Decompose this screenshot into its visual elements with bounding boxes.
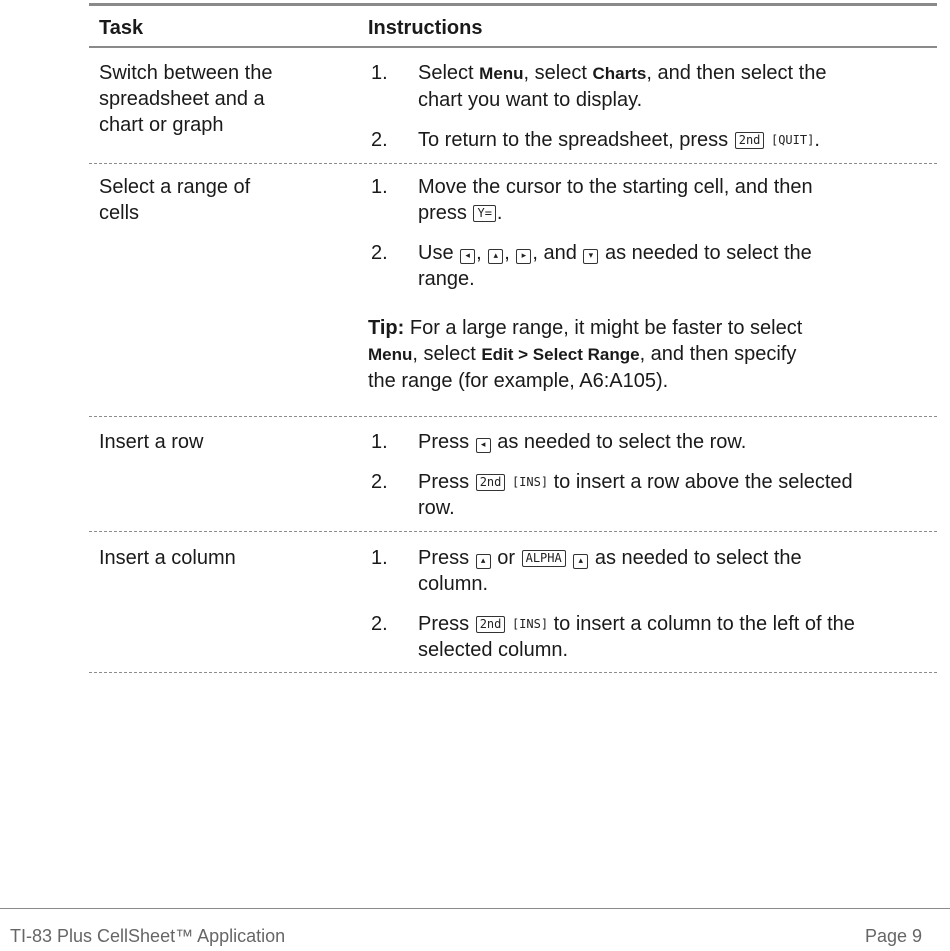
instructions-table (89, 3, 937, 673)
table-header (89, 6, 937, 48)
right-arrow-icon: ▸ (516, 249, 531, 264)
left-arrow-icon: ◂ (460, 249, 475, 264)
task-cell: Select a range of cells (99, 176, 251, 224)
key-2nd-icon: 2nd (476, 616, 506, 633)
header-instructions: Instructions (368, 17, 483, 39)
table-row: Insert a column 1. Press ▴ or ALPHA ▴ as needed to select the column. 2. Press 2nd [INS] to insert a column to the left of the selected column. (89, 532, 937, 673)
up-arrow-icon: ▴ (488, 249, 503, 264)
left-arrow-icon: ◂ (476, 438, 491, 453)
down-arrow-icon: ▾ (583, 249, 598, 264)
task-cell: Switch between the spreadsheet and a chart or graph (99, 62, 273, 136)
key-y-equals-icon: Y= (473, 205, 495, 222)
table-row: Select a range of cells 1. Move the cursor to the starting cell, and then press Y= . 2. Use ◂ , ▴ , ▸ , and ▾ as needed to select the range. Tip: For a large range, it might be faster to select Menu, select Edit > Select Range, and then specify the range (for example, A6:A105). (89, 164, 937, 417)
task-cell: Insert a row (99, 431, 204, 453)
header-task: Task (99, 17, 144, 39)
page-number: Page 9 (864, 926, 922, 946)
up-arrow-icon: ▴ (476, 554, 491, 569)
key-alpha-icon: ALPHA (522, 550, 566, 567)
footer-divider (0, 908, 950, 909)
task-cell: Insert a column (99, 547, 236, 569)
table-row: Insert a row 1. Press ◂ as needed to select the row. 2. Press 2nd [INS] to insert a row above the selected row. (89, 417, 937, 532)
tip-note: Tip: For a large range, it might be faster to select Menu, select Edit > Select Range, and then specify the range (for example, A6:A105). (368, 317, 803, 392)
key-2nd-icon: 2nd (476, 474, 506, 491)
table-row: Switch between the spreadsheet and a chart or graph 1. Select Menu, select Charts, and then select the chart you want to display. 2. To return to the spreadsheet, press 2nd [QUIT]. (89, 48, 937, 164)
footer-title: TI-83 Plus CellSheet™ Application (10, 926, 286, 946)
up-arrow-icon: ▴ (573, 554, 588, 569)
key-2nd-icon: 2nd (735, 132, 765, 149)
